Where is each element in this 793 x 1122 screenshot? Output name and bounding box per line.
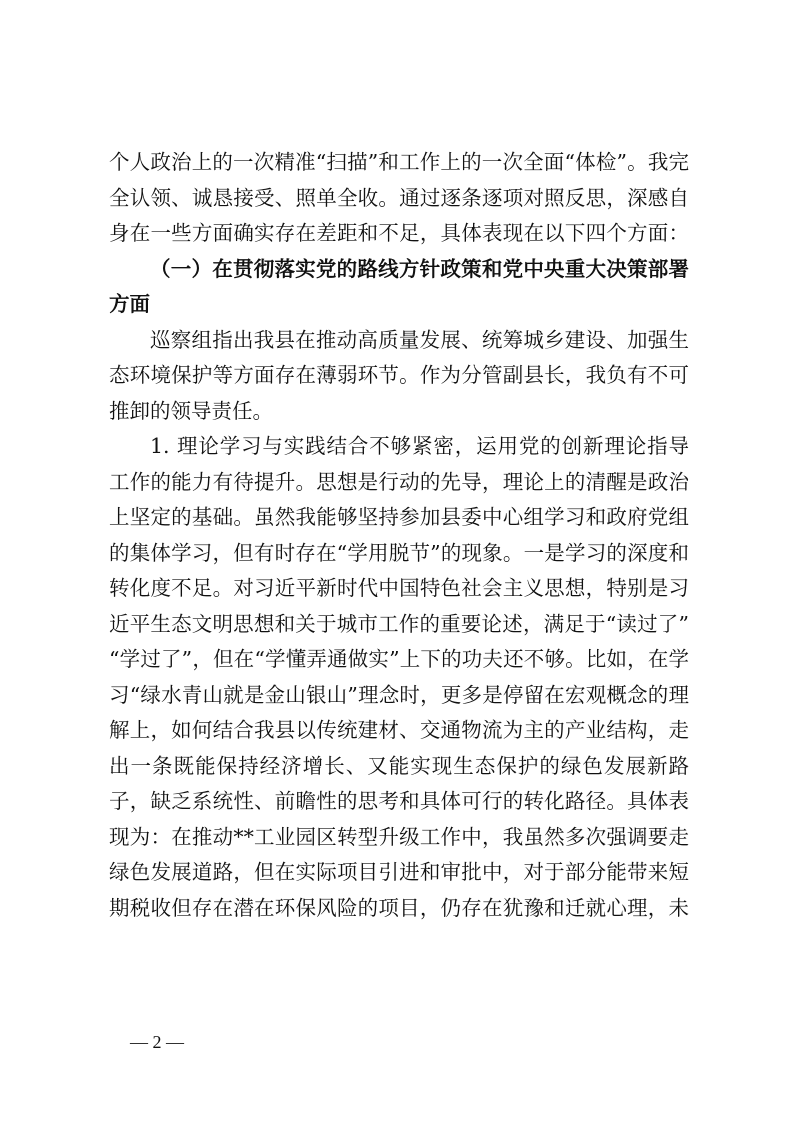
text-line: 1. 理论学习与实践结合不够紧密，运用党的创新理论指导	[150, 434, 689, 458]
text-line: 出一条既能保持经济增长、又能实现生态保护的绿色发展新路	[109, 753, 689, 778]
text-line: 绿色发展道路，但在实际项目引进和审批中，对于部分能带来短	[109, 860, 689, 884]
text-line: 现为：在推动**工业园区转型升级工作中，我虽然多次强调要走	[109, 824, 689, 849]
text-line: 巡察组指出我县在推动高质量发展、统筹城乡建设、加强生	[150, 327, 689, 352]
text-line: “学过了”，但在“学懂弄通做实”上下的功夫还不够。比如，在学	[109, 647, 689, 671]
text-line: 上坚定的基础。虽然我能够坚持参加县委中心组学习和政府党组	[109, 505, 689, 529]
text-line: 个人政治上的一次精准“扫描”和工作上的一次全面“体检”。我完	[109, 150, 689, 174]
text-line: 近平生态文明思想和关于城市工作的重要论述，满足于“读过了”	[109, 611, 689, 636]
section-heading-line: （一）在贯彻落实党的路线方针政策和党中央重大决策部署	[150, 256, 689, 281]
text-line: 期税收但存在潜在环保风险的项目，仍存在犹豫和迁就心理，未	[109, 895, 689, 920]
text-line: 身在一些方面确实存在差距和不足，具体表现在以下四个方面：	[109, 221, 689, 245]
page-number: — 2 —	[130, 1032, 184, 1052]
text-line: 工作的能力有待提升。思想是行动的先导，理论上的清醒是政治	[109, 469, 689, 494]
text-line: 态环境保护等方面存在薄弱环节。作为分管副县长，我负有不可	[109, 363, 689, 387]
text-line: 全认领、诚恳接受、照单全收。通过逐条逐项对照反思，深感自	[109, 185, 689, 210]
text-line: 习“绿水青山就是金山银山”理念时，更多是停留在宏观概念的理	[109, 682, 689, 707]
text-line: 的集体学习，但有时存在“学用脱节”的现象。一是学习的深度和	[109, 540, 689, 565]
text-line: 推卸的领导责任。	[109, 398, 273, 423]
body-text	[109, 145, 689, 926]
section-heading-line: 方面	[109, 292, 150, 316]
text-line: 解上，如何结合我县以传统建材、交通物流为主的产业结构，走	[109, 718, 689, 742]
text-line: 子，缺乏系统性、前瞻性的思考和具体可行的转化路径。具体表	[109, 789, 689, 813]
text-line: 转化度不足。对习近平新时代中国特色社会主义思想，特别是习	[109, 576, 689, 600]
